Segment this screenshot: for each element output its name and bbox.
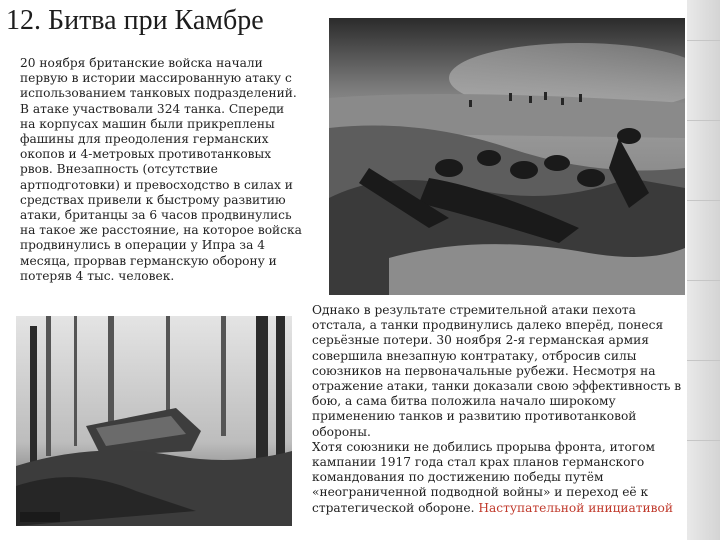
right-text-block — [312, 303, 688, 516]
slide-title: 12. Битва при Камбре — [6, 5, 264, 36]
right-paragraph-2-text: Хотя союзники не добились прорыва фронта, итогом кампании 1917 года стал крах планов германского командования по достижению победы путём «неограниченной подводной войны» и переход её к стратегической обороне. — [312, 439, 656, 515]
soldiers-trench-photo — [329, 18, 685, 295]
highlight-phrase: Наступательной инициативой — [478, 500, 673, 515]
right-paragraph-2 — [312, 440, 688, 516]
right-paragraph-1: Однако в результате стремительной атаки пехота отстала, а танки продвинулись далеко вперёд, понеся серьёзные потери. 30 ноября 2-я германская армия совершила внезапную контратаку, отбросив силы союзников на первоначальные рубежи. Несмотря на отражение атаки, танки доказали свою эффективность в бою, а сама битва положила начало широкому применению танков и развитию противотанковой обороны. — [312, 303, 682, 439]
tank-forest-image — [16, 316, 292, 526]
tank-forest-photo — [16, 316, 292, 526]
soldiers-trench-image — [329, 18, 685, 295]
right-edge-decoration — [687, 0, 720, 540]
left-paragraph: 20 ноября британские войска начали первую в истории массированную атаку с использованием танковых подразделений. В атаке участвовали 324 танка. Спереди на корпусах машин были прикреплены фашины для преодоления германских окопов и 4-метровых противотанковых рвов. Внезапность (отсутствие артподготовки) и превосходство в силах и средствах привели к быстрому развитию атаки, британцы за 6 часов продвинулись на такое же расстояние, на которое войска продвинулись в операции у Ипра за 4 месяца, прорвав германскую оборону и потеряв 4 тыс. человек. — [20, 56, 302, 283]
